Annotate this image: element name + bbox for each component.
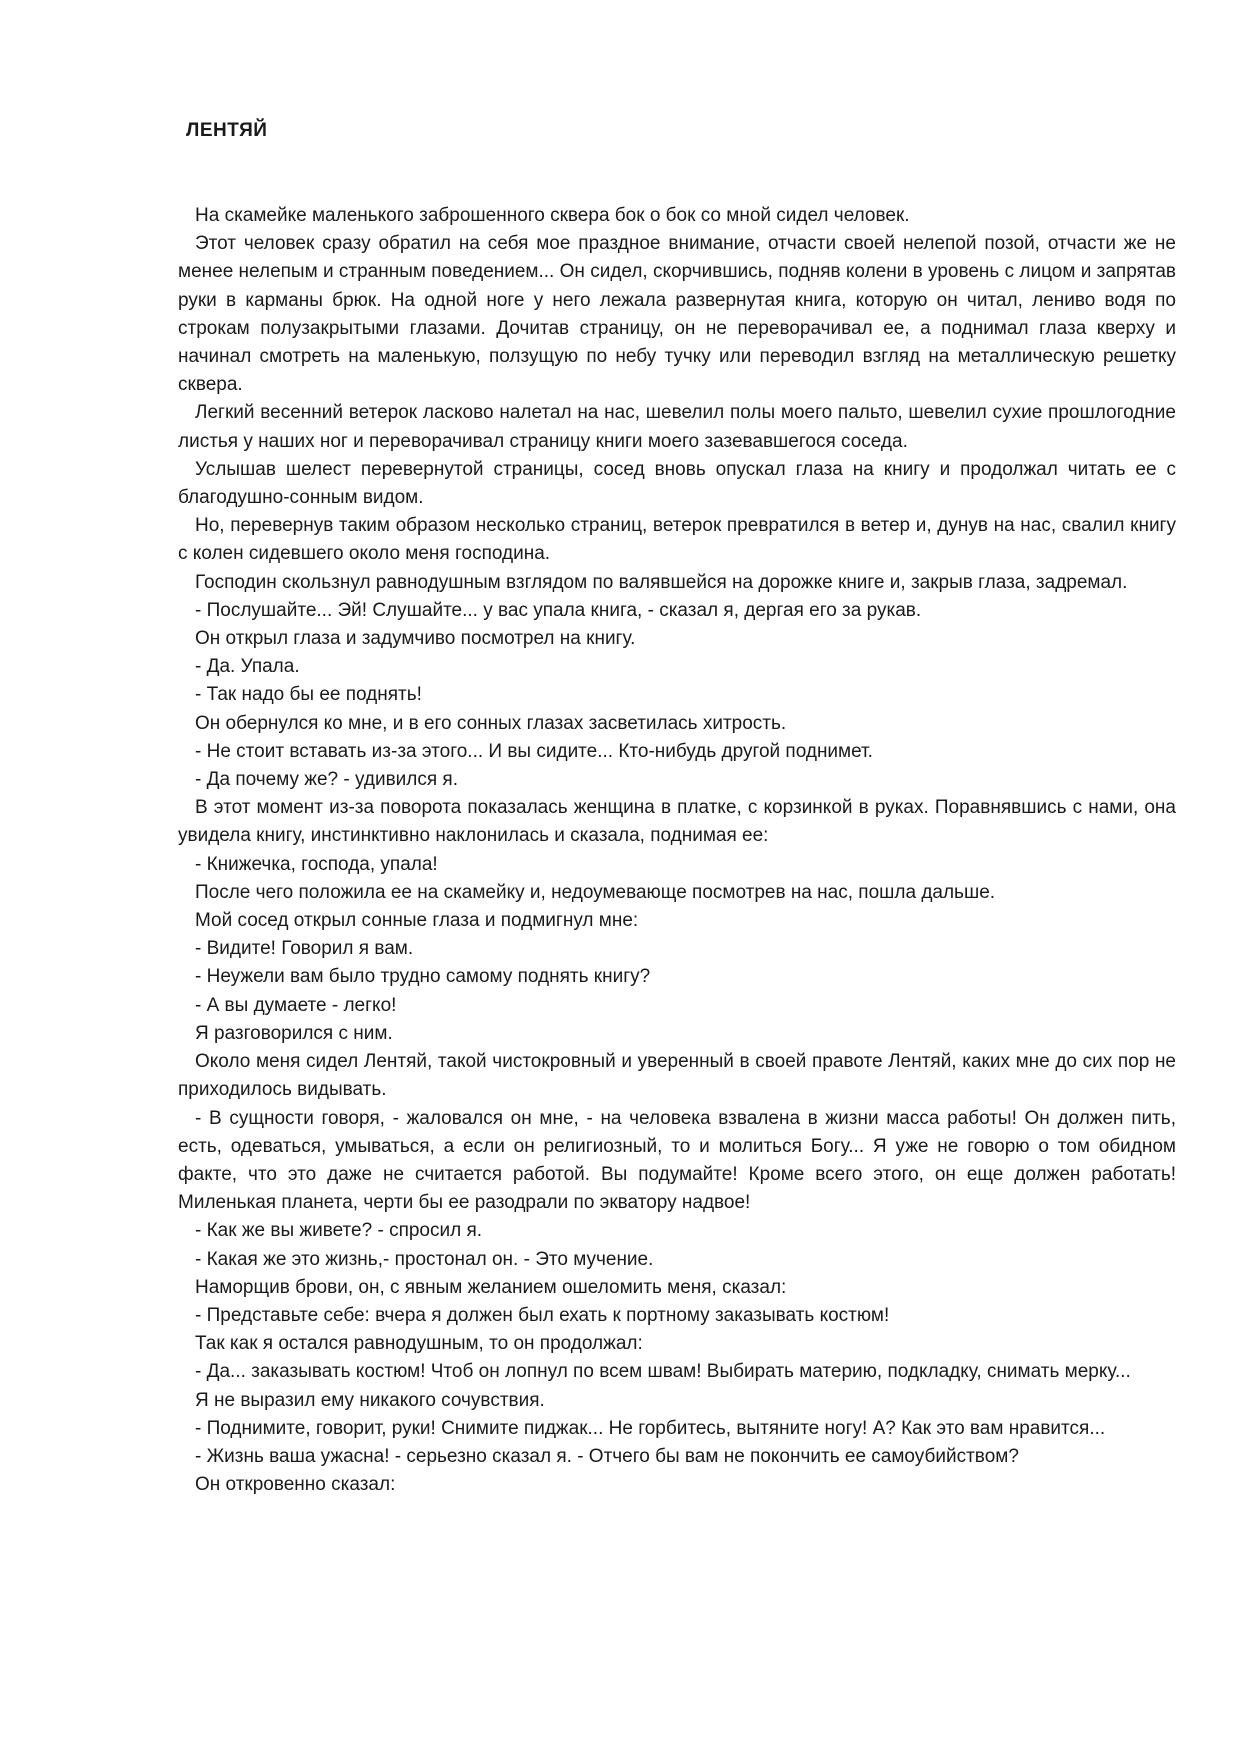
paragraph: - Так надо бы ее поднять! — [195, 684, 422, 706]
paragraph: - В сущности говоря, - жаловался он мне, - на человека взвалена в жизни масса работы! Он должен пить, есть, одеваться, умываться, а если он религиозный, то и молиться Богу... Я уже не говорю о том обидном факте, что это даже не считается работой. Вы подумайте! Кроме всего этого, он еще должен работать! Миленькая планета, черти бы ее разодрали по экватору надвое! — [178, 1107, 1176, 1214]
paragraph: После чего положила ее на скамейку и, недоумевающе посмотрев на нас, пошла дальше. — [195, 881, 996, 903]
paragraph: Но, перевернув таким образом несколько страниц, ветерок превратился в ветер и, дунув на нас, свалил книгу с колен сидевшего около меня господина. — [178, 515, 1176, 565]
paragraph: - Неужели вам было трудно самому поднять книгу? — [195, 966, 651, 988]
paragraph: Мой сосед открыл сонные глаза и подмигнул мне: — [195, 910, 639, 932]
paragraph: - Не стоит вставать из-за этого... И вы сидите... Кто-нибудь другой поднимет. — [195, 740, 873, 762]
paragraph: Господин скользнул равнодушным взглядом по валявшейся на дорожке книге и, закрыв глаза, задремал. — [195, 571, 1128, 593]
paragraph: Он обернулся ко мне, и в его сонных глазах засветилась хитрость. — [195, 712, 787, 734]
paragraph: Наморщив брови, он, с явным желанием ошеломить меня, сказал: — [195, 1276, 787, 1298]
paragraph: Я разговорился с ним. — [195, 1022, 393, 1044]
paragraph: - Видите! Говорил я вам. — [195, 938, 414, 960]
story-title: ЛЕНТЯЙ — [186, 120, 268, 141]
paragraph: - Поднимите, говорит, руки! Снимите пиджак... Не горбитесь, вытяните ногу! А? Как это вам нравится... — [195, 1417, 1106, 1439]
paragraph: Так как я остался равнодушным, то он продолжал: — [195, 1333, 643, 1355]
story-body — [178, 202, 1176, 1499]
paragraph: - Представьте себе: вчера я должен был ехать к портному заказывать костюм! — [195, 1304, 890, 1326]
paragraph: - Да почему же? - удивился я. — [195, 769, 459, 791]
paragraph: - Книжечка, господа, упала! — [195, 853, 438, 875]
paragraph: Он открыл глаза и задумчиво посмотрел на книгу. — [195, 628, 636, 650]
paragraph: - Да... заказывать костюм! Чтоб он лопнул по всем швам! Выбирать материю, подкладку, снимать мерку... — [195, 1361, 1131, 1383]
paragraph: - Жизнь ваша ужасна! - серьезно сказал я. - Отчего бы вам не покончить ее самоубийством? — [195, 1445, 1019, 1467]
paragraph: - А вы думаете - легко! — [195, 994, 397, 1016]
paragraph: Я не выразил ему никакого сочувствия. — [195, 1389, 545, 1411]
paragraph: Он откровенно сказал: — [195, 1474, 396, 1496]
paragraph: Услышав шелест перевернутой страницы, сосед вновь опускал глаза на книгу и продолжал читать ее с благодушно-сонным видом. — [178, 458, 1176, 509]
paragraph: На скамейке маленького заброшенного сквера бок о бок со мной сидел человек. — [195, 205, 910, 226]
paragraph: - Какая же это жизнь,- простонал он. - Это мучение. — [195, 1248, 654, 1270]
paragraph: Легкий весенний ветерок ласково налетал на нас, шевелил полы моего пальто, шевелил сухие прошлогодние листья у наших ног и переворачивал страницу книги моего зазевавшегося соседа. — [178, 402, 1176, 452]
paragraph: Этот человек сразу обратил на себя мое праздное внимание, отчасти своей нелепой позой, отчасти же не менее нелепым и странным поведением... Он сидел, скорчившись, подняв колени в уровень с лицом и запрятав руки в карманы брюк. На одной ноге у него лежала развернутая книга, которую он читал, лениво водя по строкам полузакрытыми глазами. Дочитав страницу, он не переворачивал ее, а поднимал глаза кверху и начинал смотреть на маленькую, ползущую по небу тучку или переводил взгляд на металлическую решетку сквера. — [178, 233, 1176, 396]
paragraph: - Как же вы живете? - спросил я. — [195, 1220, 483, 1242]
paragraph: - Да. Упала. — [195, 656, 300, 678]
paragraph: - Послушайте... Эй! Слушайте... у вас упала книга, - сказал я, дергая его за рукав. — [195, 599, 922, 621]
paragraph: Около меня сидел Лентяй, такой чистокровный и уверенный в своей правоте Лентяй, каких мне до сих пор не приходилось видывать. — [178, 1051, 1176, 1101]
paragraph: В этот момент из-за поворота показалась женщина в платке, с корзинкой в руках. Поравнявшись с нами, она увидела книгу, инстинктивно наклонилась и сказала, поднимая ее: — [178, 797, 1176, 847]
